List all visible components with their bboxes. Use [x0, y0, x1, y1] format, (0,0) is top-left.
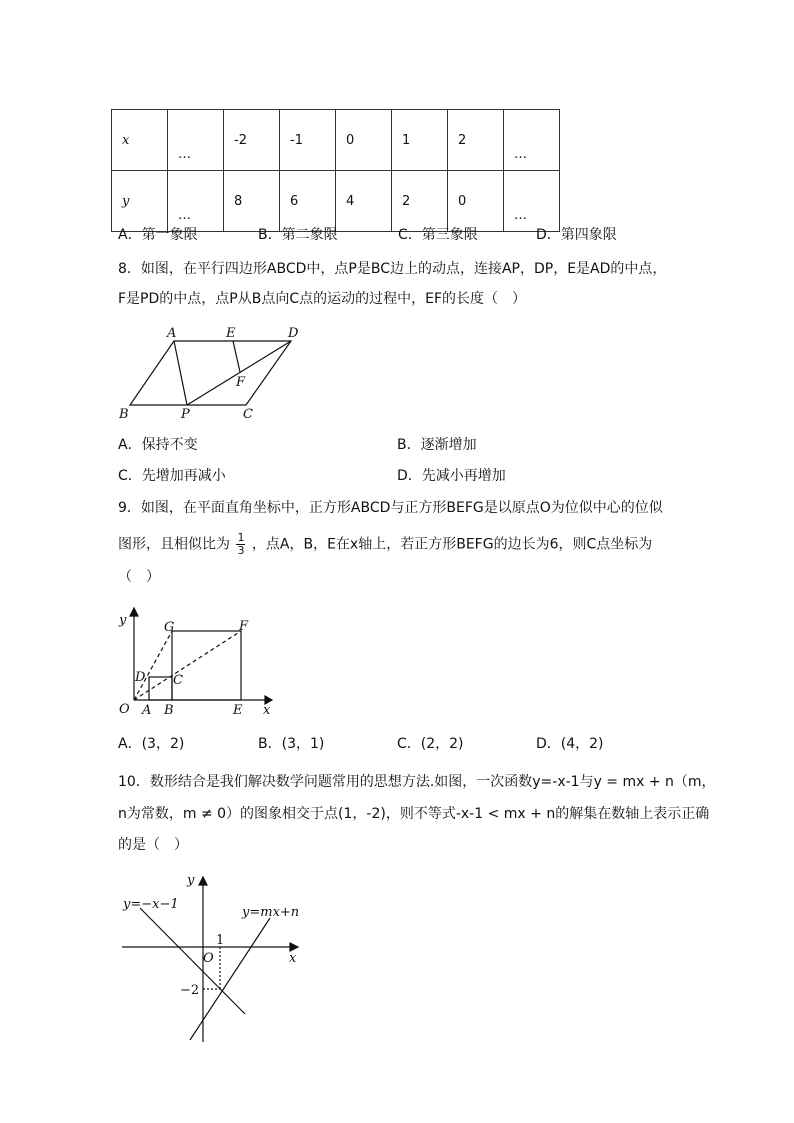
axis-label-x: x [263, 703, 271, 718]
tick-label-neg2: −2 [180, 983, 200, 998]
table-cell: 0 [448, 171, 504, 232]
q8-option-d[interactable]: D．先减小再增加 [397, 468, 506, 484]
label-c: C [243, 407, 253, 422]
table-cell: 4 [336, 171, 392, 232]
table-cell: 6 [280, 171, 336, 232]
q9-option-c[interactable]: C．(2，2) [397, 736, 464, 752]
label-a: A [142, 703, 152, 718]
line-y-mx-plus-n [190, 918, 270, 1040]
label-f: F [236, 375, 246, 390]
q7-option-b[interactable]: B．第二象限 [258, 227, 338, 243]
q8-stem-line1: 8．如图，在平行四边形ABCD中，点P是BC边上的动点，连接AP，DP，E是AD的中点， [118, 261, 667, 277]
table-cell: -1 [280, 110, 336, 171]
q7-option-d[interactable]: D．第四象限 [536, 227, 617, 243]
table-header-x: x [112, 110, 168, 171]
tick-label-1: 1 [216, 933, 225, 948]
q8-option-c[interactable]: C．先增加再减小 [118, 468, 226, 484]
label-p: P [181, 407, 190, 422]
table-cell: … [168, 110, 224, 171]
x-axis-arrow [290, 943, 298, 951]
fraction-denominator: 3 [237, 544, 245, 557]
q9-option-a[interactable]: A．(3，2) [118, 736, 185, 752]
table-header-y: y [112, 171, 168, 232]
table-cell: 0 [336, 110, 392, 171]
q9-option-d[interactable]: D．(4，2) [536, 736, 604, 752]
q9-option-b[interactable]: B．(3，1) [258, 736, 325, 752]
q8-stem-line2: F是PD的中点，点P从B点向C点的运动的过程中，EF的长度（ ） [118, 291, 526, 307]
function-label-2: y=mx+n [242, 905, 300, 920]
label-c: C [173, 673, 183, 688]
q7-option-a[interactable]: A．第一象限 [118, 227, 198, 243]
q7-option-c[interactable]: C．第三象限 [398, 227, 478, 243]
table-cell: … [504, 171, 560, 232]
line-y-neg-x-minus-1 [140, 908, 245, 1014]
q9-line2-pre: 图形，且相似比为 [118, 536, 230, 553]
label-g: G [164, 620, 175, 635]
q10-stem-line3: 的是（ ） [118, 837, 188, 853]
function-label-1: y=−x−1 [123, 897, 179, 912]
y-axis-arrow [199, 877, 207, 885]
label-f: F [239, 619, 249, 634]
table-cell: -2 [224, 110, 280, 171]
q9-stem-line3: （ ） [118, 569, 160, 585]
table-cell: … [168, 171, 224, 232]
label-d: D [288, 326, 299, 341]
table-cell: … [504, 110, 560, 171]
fraction-numerator: 1 [237, 531, 245, 544]
q8-option-a[interactable]: A．保持不变 [118, 437, 198, 453]
table-cell: 1 [392, 110, 448, 171]
table-cell: 8 [224, 171, 280, 232]
label-e: E [226, 326, 236, 341]
label-a: A [167, 326, 177, 341]
table-cell: 2 [448, 110, 504, 171]
origin-label: O [203, 951, 214, 966]
axis-label-y: y [119, 613, 127, 628]
label-b: B [164, 703, 174, 718]
label-e: E [233, 703, 243, 718]
q9-line2-post: ，点A，B，E在x轴上，若正方形BEFG的边长为6，则C点坐标为 [251, 536, 653, 553]
q9-stem-line1: 9．如图，在平面直角坐标中，正方形ABCD与正方形BEFG是以原点O为位似中心的位似 [118, 500, 663, 516]
axis-label-y: y [187, 873, 195, 888]
label-d: D [135, 670, 146, 685]
q10-stem-line2: n为常数，m ≠ 0）的图象相交于点(1，-2)，则不等式-x-1 < mx + n的解集在数轴上表示正确 [118, 806, 710, 822]
table-cell: 2 [392, 171, 448, 232]
label-b: B [119, 407, 129, 422]
q8-option-b[interactable]: B．逐渐增加 [397, 437, 477, 453]
q10-stem-line1: 10．数形结合是我们解决数学问题常用的思想方法.如图，一次函数y=-x-1与y = mx + n（m， [118, 774, 716, 790]
label-o: O [119, 702, 130, 717]
axis-label-x: x [289, 951, 297, 966]
